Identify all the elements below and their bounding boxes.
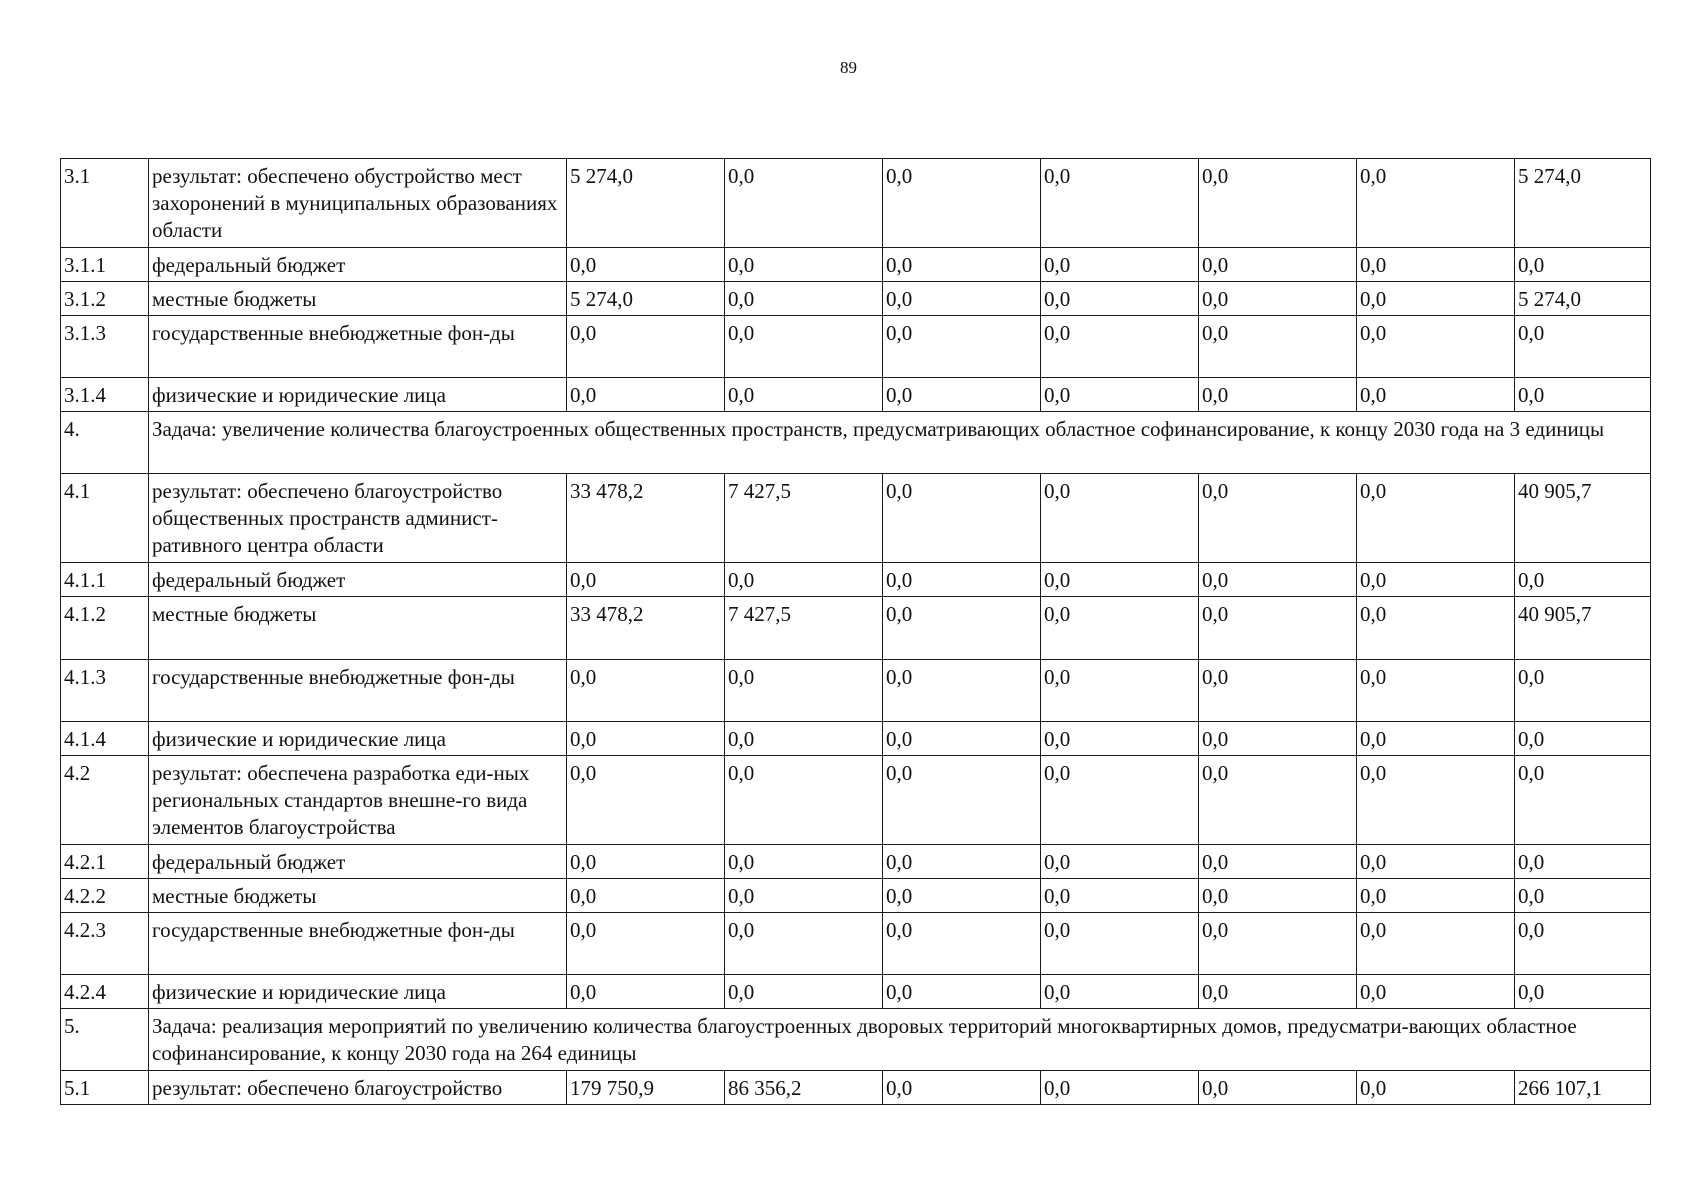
value-cell: 0,0 — [1199, 756, 1357, 845]
table-row — [61, 975, 1651, 1009]
value-cell: 0,0 — [883, 1071, 1041, 1105]
value-cell: 0,0 — [883, 756, 1041, 845]
value-cell: 0,0 — [1199, 1071, 1357, 1105]
value-cell: 86 356,2 — [725, 1071, 883, 1105]
row-name: федеральный бюджет — [149, 248, 567, 282]
task-description: Задача: увеличение количества благоустроенных общественных пространств, предусматривающих областное софинансирование, к концу 2030 года на 3 единицы — [149, 412, 1651, 474]
row-name: результат: обеспечено обустройство мест захоронений в муниципальных образованиях области — [149, 159, 567, 248]
value-cell: 0,0 — [725, 913, 883, 975]
total-value-cell: 0,0 — [1515, 845, 1651, 879]
value-cell: 0,0 — [1199, 975, 1357, 1009]
row-number: 4.2.4 — [61, 975, 149, 1009]
value-cell: 0,0 — [883, 474, 1041, 563]
value-cell: 0,0 — [1041, 722, 1199, 756]
value-cell: 0,0 — [883, 597, 1041, 660]
row-name: физические и юридические лица — [149, 378, 567, 412]
row-number: 4.2.1 — [61, 845, 149, 879]
value-cell: 0,0 — [1041, 563, 1199, 597]
row-number: 4.2.2 — [61, 879, 149, 913]
total-value-cell: 0,0 — [1515, 378, 1651, 412]
value-cell: 0,0 — [725, 316, 883, 378]
row-number: 4.2 — [61, 756, 149, 845]
value-cell: 0,0 — [1357, 378, 1515, 412]
value-cell: 0,0 — [1199, 563, 1357, 597]
row-name: результат: обеспечено благоустройство общественных пространств админист-ративного центра области — [149, 474, 567, 563]
value-cell: 0,0 — [725, 563, 883, 597]
row-name: федеральный бюджет — [149, 845, 567, 879]
table-row — [61, 159, 1651, 248]
table-row — [61, 660, 1651, 722]
value-cell: 0,0 — [725, 248, 883, 282]
row-number: 3.1.3 — [61, 316, 149, 378]
value-cell: 5 274,0 — [567, 282, 725, 316]
row-name: результат: обеспечена разработка еди-ных региональных стандартов внешне-го вида элементов благоустройства — [149, 756, 567, 845]
row-name: результат: обеспечено благоустройство — [149, 1071, 567, 1105]
task-row — [61, 1009, 1651, 1071]
value-cell: 0,0 — [883, 845, 1041, 879]
row-number: 4.1.1 — [61, 563, 149, 597]
value-cell: 0,0 — [1357, 282, 1515, 316]
value-cell: 0,0 — [567, 845, 725, 879]
value-cell: 0,0 — [1357, 159, 1515, 248]
value-cell: 33 478,2 — [567, 597, 725, 660]
total-value-cell: 40 905,7 — [1515, 597, 1651, 660]
row-number: 3.1.2 — [61, 282, 149, 316]
value-cell: 0,0 — [1199, 474, 1357, 563]
row-number: 5.1 — [61, 1071, 149, 1105]
value-cell: 0,0 — [1357, 248, 1515, 282]
table-row — [61, 722, 1651, 756]
value-cell: 0,0 — [1357, 722, 1515, 756]
value-cell: 0,0 — [1357, 660, 1515, 722]
total-value-cell: 40 905,7 — [1515, 474, 1651, 563]
value-cell: 0,0 — [1041, 1071, 1199, 1105]
value-cell: 0,0 — [725, 722, 883, 756]
row-number: 4. — [61, 412, 149, 474]
value-cell: 0,0 — [1357, 316, 1515, 378]
value-cell: 0,0 — [1199, 159, 1357, 248]
total-value-cell: 0,0 — [1515, 879, 1651, 913]
value-cell: 0,0 — [567, 879, 725, 913]
page-number: 89 — [840, 58, 857, 77]
value-cell: 0,0 — [725, 282, 883, 316]
value-cell: 0,0 — [883, 563, 1041, 597]
value-cell: 0,0 — [1041, 474, 1199, 563]
table-row — [61, 378, 1651, 412]
value-cell: 0,0 — [1199, 316, 1357, 378]
value-cell: 0,0 — [725, 159, 883, 248]
value-cell: 0,0 — [1199, 913, 1357, 975]
value-cell: 0,0 — [567, 248, 725, 282]
value-cell: 0,0 — [725, 660, 883, 722]
value-cell: 0,0 — [1199, 722, 1357, 756]
value-cell: 0,0 — [567, 378, 725, 412]
value-cell: 0,0 — [1199, 282, 1357, 316]
total-value-cell: 5 274,0 — [1515, 282, 1651, 316]
value-cell: 0,0 — [567, 975, 725, 1009]
value-cell: 0,0 — [1041, 282, 1199, 316]
value-cell: 0,0 — [1041, 756, 1199, 845]
table-row — [61, 282, 1651, 316]
value-cell: 179 750,9 — [567, 1071, 725, 1105]
value-cell: 0,0 — [1041, 913, 1199, 975]
table-row — [61, 474, 1651, 563]
table-row — [61, 248, 1651, 282]
value-cell: 0,0 — [1357, 597, 1515, 660]
row-name: федеральный бюджет — [149, 563, 567, 597]
table-row — [61, 563, 1651, 597]
value-cell: 0,0 — [1199, 845, 1357, 879]
total-value-cell: 0,0 — [1515, 563, 1651, 597]
table-row — [61, 913, 1651, 975]
row-name: государственные внебюджетные фон-ды — [149, 660, 567, 722]
table-row — [61, 879, 1651, 913]
row-number: 4.1 — [61, 474, 149, 563]
value-cell: 0,0 — [883, 248, 1041, 282]
value-cell: 0,0 — [883, 975, 1041, 1009]
value-cell: 0,0 — [1199, 879, 1357, 913]
row-number: 4.1.2 — [61, 597, 149, 660]
row-name: местные бюджеты — [149, 597, 567, 660]
value-cell: 0,0 — [1041, 879, 1199, 913]
value-cell: 0,0 — [883, 378, 1041, 412]
value-cell: 0,0 — [1357, 756, 1515, 845]
total-value-cell: 0,0 — [1515, 722, 1651, 756]
value-cell: 0,0 — [883, 316, 1041, 378]
row-number: 3.1 — [61, 159, 149, 248]
value-cell: 0,0 — [1041, 660, 1199, 722]
value-cell: 0,0 — [567, 756, 725, 845]
value-cell: 0,0 — [1041, 378, 1199, 412]
value-cell: 0,0 — [725, 879, 883, 913]
table-row — [61, 597, 1651, 660]
value-cell: 0,0 — [1041, 845, 1199, 879]
row-name: местные бюджеты — [149, 282, 567, 316]
value-cell: 0,0 — [883, 879, 1041, 913]
table-row — [61, 1071, 1651, 1105]
total-value-cell: 0,0 — [1515, 316, 1651, 378]
task-row — [61, 412, 1651, 474]
budget-table-body — [61, 159, 1651, 1105]
row-name: физические и юридические лица — [149, 975, 567, 1009]
value-cell: 7 427,5 — [725, 597, 883, 660]
value-cell: 0,0 — [1357, 845, 1515, 879]
value-cell: 7 427,5 — [725, 474, 883, 563]
row-name: государственные внебюджетные фон-ды — [149, 913, 567, 975]
value-cell: 0,0 — [1199, 378, 1357, 412]
total-value-cell: 0,0 — [1515, 660, 1651, 722]
value-cell: 0,0 — [1357, 474, 1515, 563]
value-cell: 0,0 — [725, 845, 883, 879]
value-cell: 5 274,0 — [567, 159, 725, 248]
value-cell: 0,0 — [1199, 660, 1357, 722]
value-cell: 0,0 — [725, 378, 883, 412]
value-cell: 0,0 — [883, 159, 1041, 248]
value-cell: 0,0 — [883, 722, 1041, 756]
row-number: 4.2.3 — [61, 913, 149, 975]
row-name: государственные внебюджетные фон-ды — [149, 316, 567, 378]
value-cell: 0,0 — [567, 722, 725, 756]
row-number: 4.1.4 — [61, 722, 149, 756]
total-value-cell: 0,0 — [1515, 756, 1651, 845]
value-cell: 0,0 — [567, 563, 725, 597]
row-number: 3.1.4 — [61, 378, 149, 412]
value-cell: 0,0 — [1041, 159, 1199, 248]
row-number: 4.1.3 — [61, 660, 149, 722]
table-row — [61, 316, 1651, 378]
value-cell: 0,0 — [1357, 975, 1515, 1009]
value-cell: 0,0 — [883, 282, 1041, 316]
value-cell: 0,0 — [725, 975, 883, 1009]
value-cell: 0,0 — [883, 913, 1041, 975]
value-cell: 33 478,2 — [567, 474, 725, 563]
value-cell: 0,0 — [1041, 597, 1199, 660]
value-cell: 0,0 — [725, 756, 883, 845]
table-row — [61, 756, 1651, 845]
value-cell: 0,0 — [567, 913, 725, 975]
total-value-cell: 266 107,1 — [1515, 1071, 1651, 1105]
total-value-cell: 0,0 — [1515, 975, 1651, 1009]
row-number: 5. — [61, 1009, 149, 1071]
total-value-cell: 0,0 — [1515, 248, 1651, 282]
budget-table — [60, 158, 1651, 1105]
value-cell: 0,0 — [1357, 879, 1515, 913]
table-row — [61, 845, 1651, 879]
value-cell: 0,0 — [567, 660, 725, 722]
total-value-cell: 5 274,0 — [1515, 159, 1651, 248]
value-cell: 0,0 — [1041, 316, 1199, 378]
task-description: Задача: реализация мероприятий по увеличению количества благоустроенных дворовых территорий многоквартирных домов, предусматри-вающих областное софинансирование, к концу 2030 года на 264 единицы — [149, 1009, 1651, 1071]
value-cell: 0,0 — [1357, 563, 1515, 597]
value-cell: 0,0 — [1041, 975, 1199, 1009]
value-cell: 0,0 — [883, 660, 1041, 722]
value-cell: 0,0 — [1041, 248, 1199, 282]
value-cell: 0,0 — [1357, 913, 1515, 975]
row-name: местные бюджеты — [149, 879, 567, 913]
value-cell: 0,0 — [1199, 597, 1357, 660]
value-cell: 0,0 — [1199, 248, 1357, 282]
total-value-cell: 0,0 — [1515, 913, 1651, 975]
row-name: физические и юридические лица — [149, 722, 567, 756]
row-number: 3.1.1 — [61, 248, 149, 282]
value-cell: 0,0 — [567, 316, 725, 378]
value-cell: 0,0 — [1357, 1071, 1515, 1105]
